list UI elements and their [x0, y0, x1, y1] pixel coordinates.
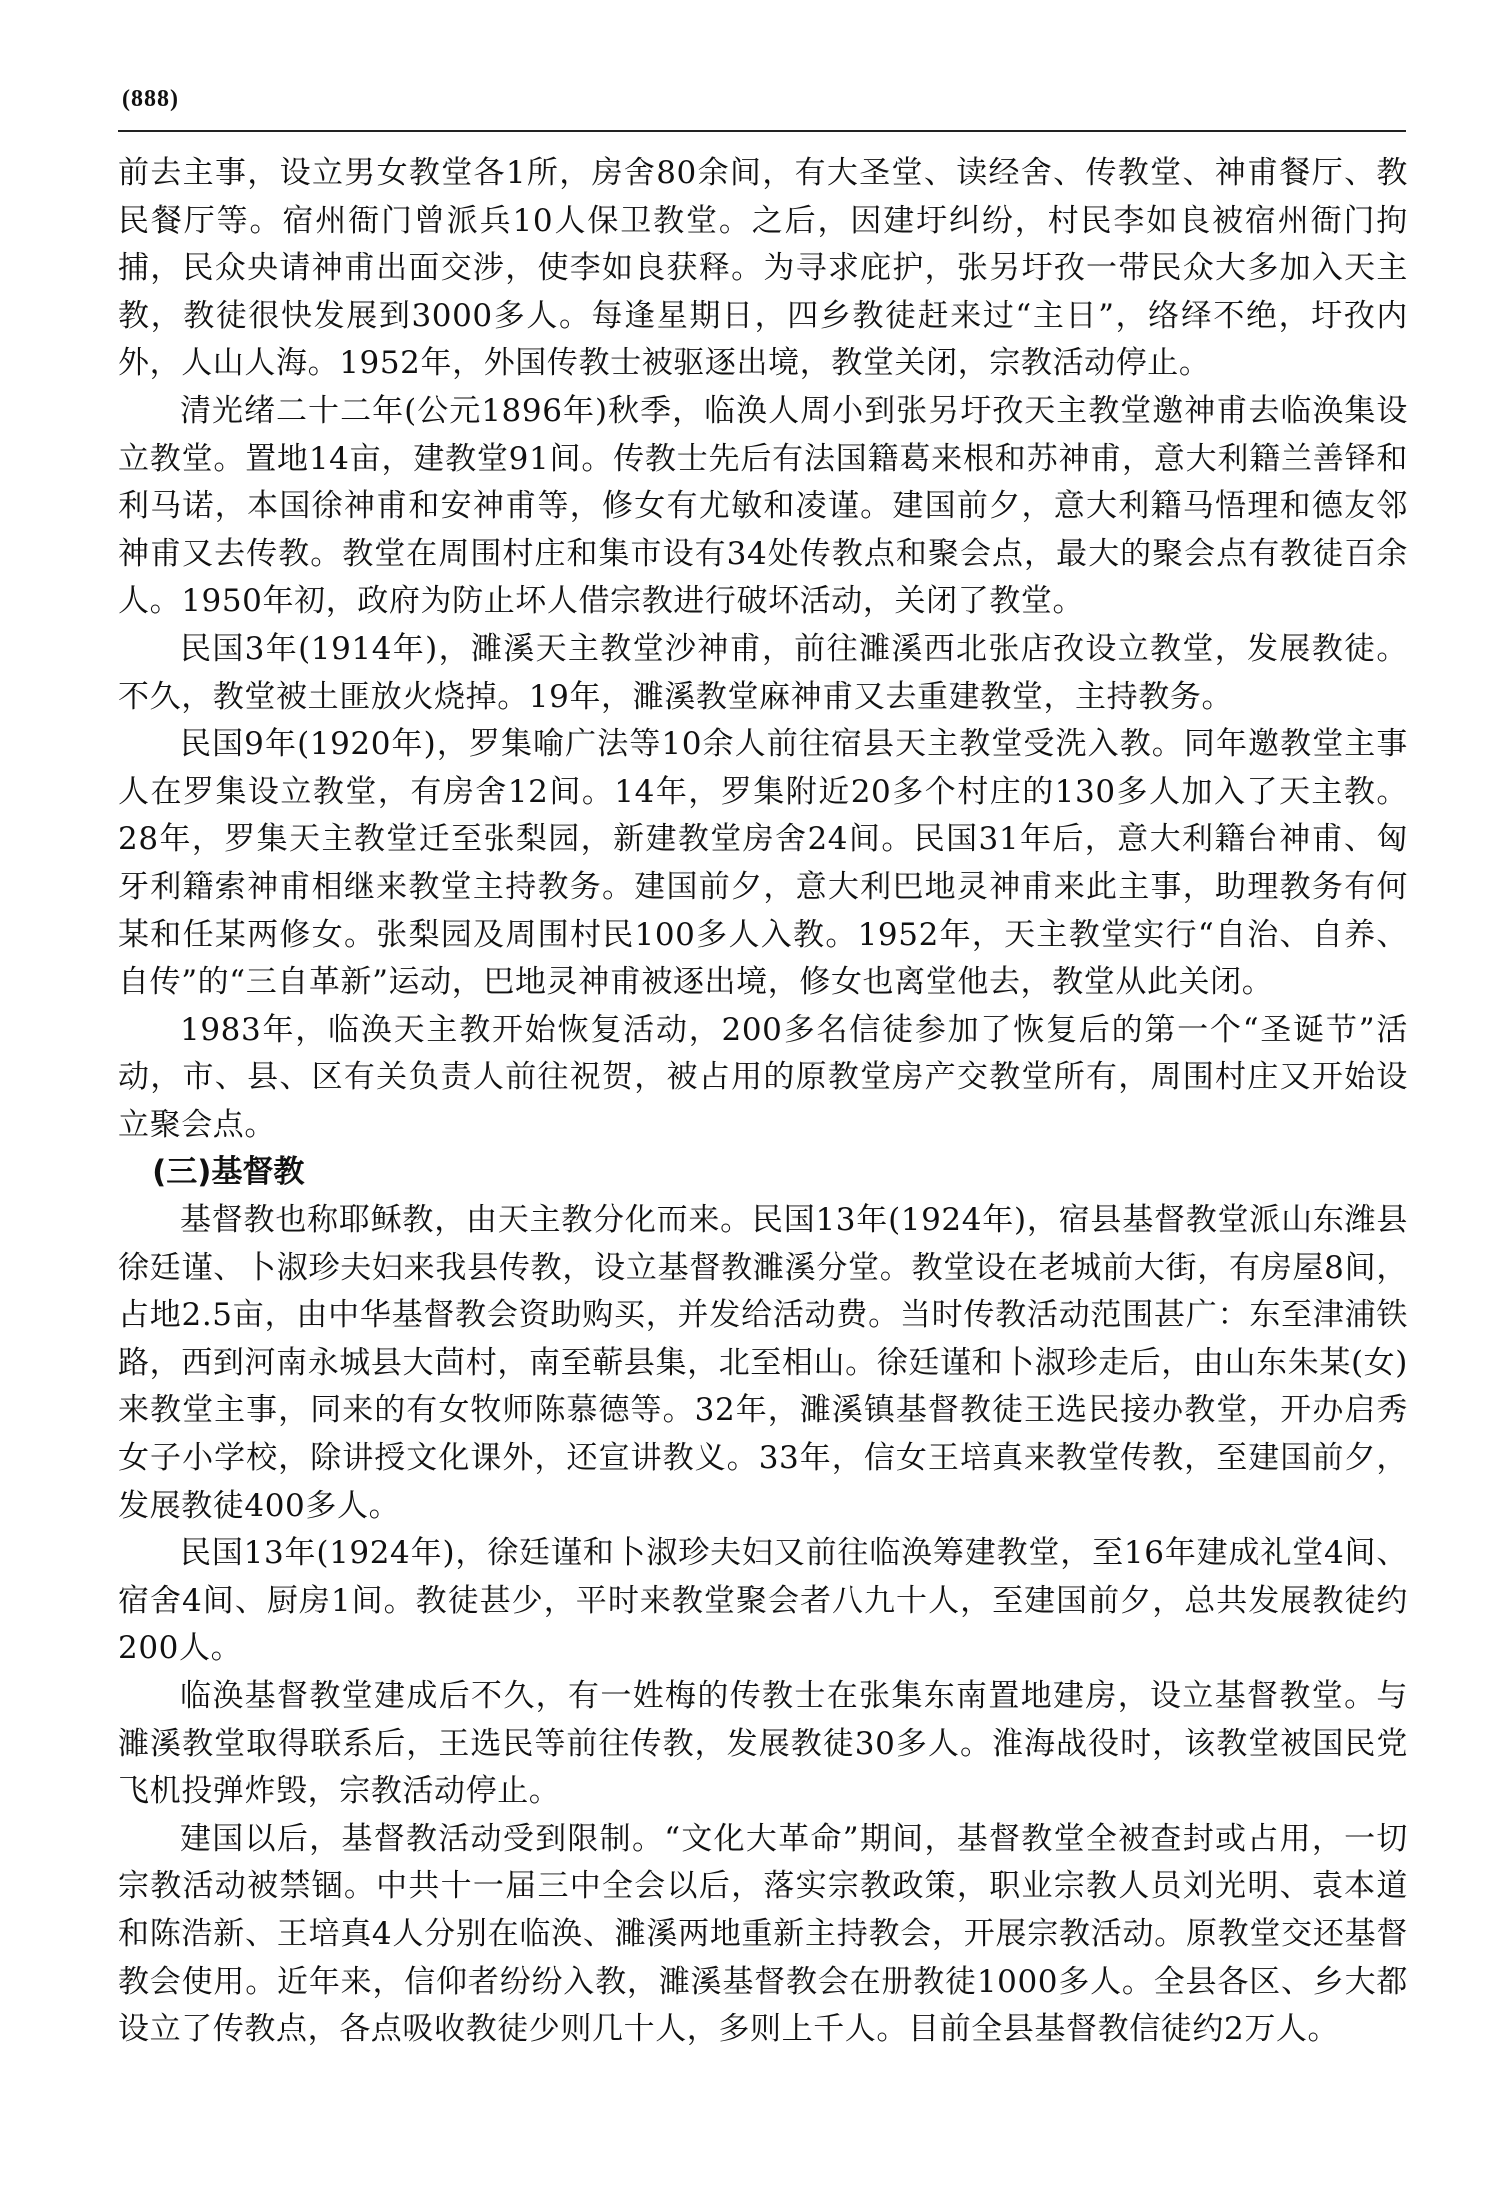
paragraph: 清光绪二十二年(公元1896年)秋季，临涣人周小到张另圩孜天主教堂邀神甫去临涣集设立教堂。置地14亩，建教堂91间。传教士先后有法国籍葛来根和苏神甫，意大利籍兰善铎和利马诺，本国徐神甫和安神甫等，修女有尤敏和凌谨。建国前夕，意大利籍马悟理和德友邻神甫又去传教。教堂在周围村庄和集市设有34处传教点和聚会点，最大的聚会点有教徒百余人。1950年初，政府为防止坏人借宗教进行破坏活动，关闭了教堂。: [118, 392, 1408, 620]
paragraph: 民国13年(1924年)，徐廷谨和卜淑珍夫妇又前往临涣筹建教堂，至16年建成礼堂4间、宿舍4间、厨房1间。教徒甚少，平时来教堂聚会者八九十人，至建国前夕，总共发展教徒约200人。: [118, 1535, 1408, 1667]
body-text: [118, 150, 1408, 2054]
paragraph: 1983年，临涣天主教开始恢复活动，200多名信徒参加了恢复后的第一个“圣诞节”活动，市、县、区有关负责人前往祝贺，被占用的原教堂房产交教堂所有，周围村庄又开始设立聚会点。: [118, 1011, 1408, 1143]
page-header: [118, 84, 1406, 132]
paragraph-continued: 前去主事，设立男女教堂各1所，房舍80余间，有大圣堂、读经舍、传教堂、神甫餐厅、教民餐厅等。宿州衙门曾派兵10人保卫教堂。之后，因建圩纠纷，村民李如良被宿州衙门拘捕，民众央请神甫出面交涉，使李如良获释。为寻求庇护，张另圩孜一带民众大多加入天主教，教徒很快发展到3000多人。每逢星期日，四乡教徒赶来过“主日”，络绎不绝，圩孜内外，人山人海。1952年，外国传教士被驱逐出境，教堂关闭，宗教活动停止。: [118, 155, 1408, 382]
section-heading: (三)基督教: [152, 1154, 305, 1191]
paragraph: 建国以后，基督教活动受到限制。“文化大革命”期间，基督教堂全被查封或占用，一切宗教活动被禁锢。中共十一届三中全会以后，落实宗教政策，职业宗教人员刘光明、袁本道和陈浩新、王培真4人分别在临涣、濉溪两地重新主持教会，开展宗教活动。原教堂交还基督教会使用。近年来，信仰者纷纷入教，濉溪基督教会在册教徒1000多人。全县各区、乡大都设立了传教点，各点吸收教徒少则几十人，多则上千人。目前全县基督教信徒约2万人。: [118, 1820, 1408, 2048]
paragraph: 临涣基督教堂建成后不久，有一姓梅的传教士在张集东南置地建房，设立基督教堂。与濉溪教堂取得联系后，王选民等前往传教，发展教徒30多人。淮海战役时，该教堂被国民党飞机投弹炸毁，宗教活动停止。: [118, 1678, 1408, 1810]
page-number: (888): [122, 86, 179, 112]
paragraph: 基督教也称耶稣教，由天主教分化而来。民国13年(1924年)，宿县基督教堂派山东潍县徐廷谨、卜淑珍夫妇来我县传教，设立基督教濉溪分堂。教堂设在老城前大街，有房屋8间，占地2.5亩，由中华基督教会资助购买，并发给活动费。当时传教活动范围甚广：东至津浦铁路，西到河南永城县大茴村，南至蕲县集，北至相山。徐廷谨和卜淑珍走后，由山东朱某(女)来教堂主事，同来的有女牧师陈慕德等。32年，濉溪镇基督教徒王选民接办教堂，开办启秀女子小学校，除讲授文化课外，还宣讲教义。33年，信女王培真来教堂传教，至建国前夕，发展教徒400多人。: [118, 1202, 1408, 1524]
paragraph: 民国3年(1914年)，濉溪天主教堂沙神甫，前往濉溪西北张店孜设立教堂，发展教徒。不久，教堂被土匪放火烧掉。19年，濉溪教堂麻神甫又去重建教堂，主持教务。: [118, 630, 1408, 715]
paragraph: 民国9年(1920年)，罗集喻广法等10余人前往宿县天主教堂受洗入教。同年邀教堂主事人在罗集设立教堂，有房舍12间。14年，罗集附近20多个村庄的130多人加入了天主教。28年，罗集天主教堂迁至张梨园，新建教堂房舍24间。民国31年后，意大利籍台神甫、匈牙利籍索神甫相继来教堂主持教务。建国前夕，意大利巴地灵神甫来此主事，助理教务有何某和任某两修女。张梨园及周围村民100多人入教。1952年，天主教堂实行“自治、自养、自传”的“三自革新”运动，巴地灵神甫被逐出境，修女也离堂他去，教堂从此关闭。: [118, 726, 1408, 1001]
